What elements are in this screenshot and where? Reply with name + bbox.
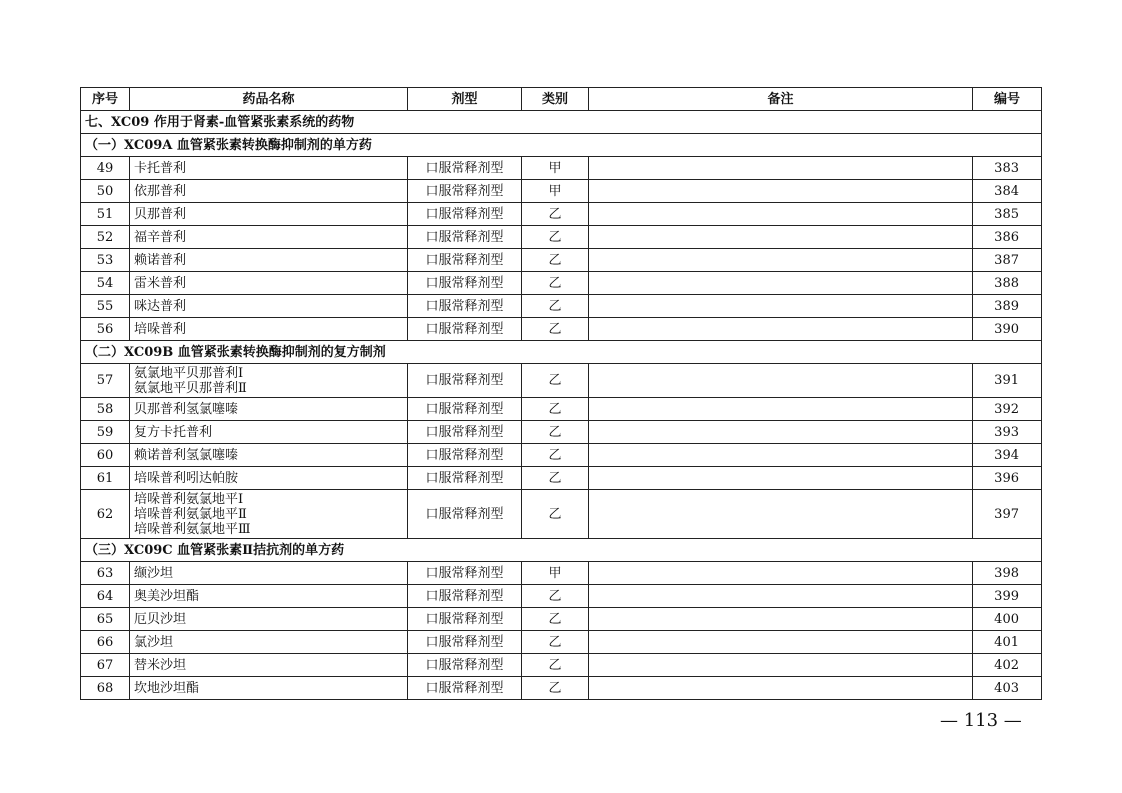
table-row — [81, 585, 1042, 608]
cell-form: 口服常释剂型 — [408, 203, 522, 226]
cell-category: 乙 — [522, 608, 589, 631]
cell-code: 394 — [973, 444, 1042, 467]
drug-name-line: 赖诺普利 — [134, 252, 187, 268]
table-row — [81, 295, 1042, 318]
section-title: （二）XC09B 血管紧张素转换酶抑制剂的复方制剂 — [81, 341, 1042, 364]
cell-remark — [589, 444, 973, 467]
drug-name-line: 奥美沙坦酯 — [134, 588, 200, 604]
cell-category: 甲 — [522, 157, 589, 180]
cell-remark — [589, 226, 973, 249]
cell-drug-name — [130, 608, 408, 631]
cell-code: 391 — [973, 364, 1042, 398]
cell-form: 口服常释剂型 — [408, 295, 522, 318]
cell-no: 49 — [81, 157, 130, 180]
table-row — [81, 562, 1042, 585]
cell-form: 口服常释剂型 — [408, 226, 522, 249]
cell-code: 396 — [973, 467, 1042, 490]
cell-code: 392 — [973, 398, 1042, 421]
cell-code: 402 — [973, 654, 1042, 677]
cell-remark — [589, 608, 973, 631]
cell-remark — [589, 157, 973, 180]
table-row — [81, 631, 1042, 654]
cell-form: 口服常释剂型 — [408, 444, 522, 467]
cell-no: 65 — [81, 608, 130, 631]
cell-no: 66 — [81, 631, 130, 654]
cell-form: 口服常释剂型 — [408, 272, 522, 295]
cell-remark — [589, 318, 973, 341]
cell-drug-name — [130, 249, 408, 272]
cell-code: 403 — [973, 677, 1042, 700]
drug-table — [80, 87, 1042, 700]
cell-drug-name — [130, 226, 408, 249]
cell-no: 54 — [81, 272, 130, 295]
cell-remark — [589, 490, 973, 539]
cell-form: 口服常释剂型 — [408, 654, 522, 677]
cell-remark — [589, 249, 973, 272]
cell-form: 口服常释剂型 — [408, 490, 522, 539]
drug-name-line: 依那普利 — [134, 183, 187, 199]
header-name: 药品名称 — [130, 88, 408, 111]
cell-no: 58 — [81, 398, 130, 421]
table-row — [81, 203, 1042, 226]
table-body — [81, 111, 1042, 700]
table-row — [81, 364, 1042, 398]
table-row — [81, 608, 1042, 631]
cell-form: 口服常释剂型 — [408, 157, 522, 180]
cell-code: 393 — [973, 421, 1042, 444]
cell-drug-name — [130, 421, 408, 444]
cell-category: 乙 — [522, 398, 589, 421]
cell-remark — [589, 398, 973, 421]
drug-name-line: 厄贝沙坦 — [134, 611, 187, 627]
cell-drug-name — [130, 364, 408, 398]
cell-category: 乙 — [522, 226, 589, 249]
table-header-row — [81, 88, 1042, 111]
header-no: 序号 — [81, 88, 130, 111]
section-header-row — [81, 341, 1042, 364]
table-row — [81, 677, 1042, 700]
table-row — [81, 157, 1042, 180]
cell-remark — [589, 467, 973, 490]
cell-form: 口服常释剂型 — [408, 608, 522, 631]
cell-no: 53 — [81, 249, 130, 272]
cell-drug-name — [130, 157, 408, 180]
cell-category: 乙 — [522, 585, 589, 608]
table-row — [81, 249, 1042, 272]
cell-no: 57 — [81, 364, 130, 398]
cell-form: 口服常释剂型 — [408, 398, 522, 421]
cell-category: 乙 — [522, 318, 589, 341]
cell-category: 乙 — [522, 631, 589, 654]
cell-code: 389 — [973, 295, 1042, 318]
cell-drug-name — [130, 203, 408, 226]
cell-code: 399 — [973, 585, 1042, 608]
cell-remark — [589, 654, 973, 677]
drug-name-line: 培哚普利氨氯地平Ⅱ — [134, 506, 247, 522]
cell-category: 乙 — [522, 444, 589, 467]
cell-drug-name — [130, 467, 408, 490]
drug-name-line: 贝那普利 — [134, 206, 187, 222]
cell-code: 400 — [973, 608, 1042, 631]
drug-name-line: 复方卡托普利 — [134, 424, 213, 440]
cell-remark — [589, 272, 973, 295]
drug-name-line: 雷米普利 — [134, 275, 187, 291]
drug-name-line: 贝那普利氢氯噻嗪 — [134, 401, 239, 417]
section-header-row — [81, 111, 1042, 134]
cell-drug-name — [130, 631, 408, 654]
page-number: — 113 — — [940, 710, 1022, 731]
drug-name-line: 缬沙坦 — [134, 565, 174, 581]
cell-category: 乙 — [522, 272, 589, 295]
cell-no: 55 — [81, 295, 130, 318]
cell-no: 52 — [81, 226, 130, 249]
table-row — [81, 226, 1042, 249]
cell-remark — [589, 364, 973, 398]
cell-drug-name — [130, 180, 408, 203]
cell-remark — [589, 421, 973, 444]
cell-drug-name — [130, 490, 408, 539]
section-header-row — [81, 134, 1042, 157]
cell-no: 59 — [81, 421, 130, 444]
drug-name-line: 卡托普利 — [134, 160, 187, 176]
cell-code: 397 — [973, 490, 1042, 539]
drug-name-line: 坎地沙坦酯 — [134, 680, 200, 696]
cell-category: 乙 — [522, 677, 589, 700]
cell-drug-name — [130, 295, 408, 318]
cell-category: 甲 — [522, 180, 589, 203]
table-row — [81, 398, 1042, 421]
cell-no: 62 — [81, 490, 130, 539]
cell-category: 乙 — [522, 654, 589, 677]
cell-remark — [589, 180, 973, 203]
cell-drug-name — [130, 398, 408, 421]
cell-form: 口服常释剂型 — [408, 677, 522, 700]
header-category: 类别 — [522, 88, 589, 111]
drug-name-line: 培哚普利 — [134, 321, 187, 337]
cell-code: 384 — [973, 180, 1042, 203]
cell-form: 口服常释剂型 — [408, 585, 522, 608]
table-row — [81, 444, 1042, 467]
cell-remark — [589, 203, 973, 226]
cell-drug-name — [130, 585, 408, 608]
cell-form: 口服常释剂型 — [408, 467, 522, 490]
cell-remark — [589, 585, 973, 608]
cell-no: 56 — [81, 318, 130, 341]
cell-drug-name — [130, 677, 408, 700]
cell-no: 50 — [81, 180, 130, 203]
section-title: （一）XC09A 血管紧张素转换酶抑制剂的单方药 — [81, 134, 1042, 157]
section-title: （三）XC09C 血管紧张素Ⅱ拮抗剂的单方药 — [81, 539, 1042, 562]
drug-name-line: 赖诺普利氢氯噻嗪 — [134, 447, 239, 463]
cell-code: 401 — [973, 631, 1042, 654]
drug-name-line: 福辛普利 — [134, 229, 187, 245]
header-form: 剂型 — [408, 88, 522, 111]
cell-drug-name — [130, 562, 408, 585]
cell-category: 乙 — [522, 467, 589, 490]
cell-no: 67 — [81, 654, 130, 677]
cell-remark — [589, 295, 973, 318]
cell-no: 64 — [81, 585, 130, 608]
drug-name-line: 培哚普利氨氯地平Ⅲ — [134, 521, 251, 537]
cell-drug-name — [130, 272, 408, 295]
cell-code: 398 — [973, 562, 1042, 585]
drug-name-line: 替米沙坦 — [134, 657, 187, 673]
cell-no: 68 — [81, 677, 130, 700]
drug-name-line: 氨氯地平贝那普利Ⅰ — [134, 365, 244, 381]
cell-drug-name — [130, 654, 408, 677]
cell-no: 60 — [81, 444, 130, 467]
table-row — [81, 467, 1042, 490]
cell-category: 乙 — [522, 203, 589, 226]
cell-form: 口服常释剂型 — [408, 249, 522, 272]
cell-category: 乙 — [522, 249, 589, 272]
cell-category: 乙 — [522, 490, 589, 539]
cell-no: 51 — [81, 203, 130, 226]
cell-form: 口服常释剂型 — [408, 180, 522, 203]
cell-code: 390 — [973, 318, 1042, 341]
cell-category: 甲 — [522, 562, 589, 585]
cell-category: 乙 — [522, 364, 589, 398]
table-row — [81, 490, 1042, 539]
cell-code: 388 — [973, 272, 1042, 295]
cell-no: 63 — [81, 562, 130, 585]
cell-form: 口服常释剂型 — [408, 421, 522, 444]
drug-name-line: 氯沙坦 — [134, 634, 174, 650]
cell-code: 383 — [973, 157, 1042, 180]
cell-drug-name — [130, 318, 408, 341]
drug-name-line: 培哚普利吲达帕胺 — [134, 470, 239, 486]
cell-remark — [589, 677, 973, 700]
section-header-row — [81, 539, 1042, 562]
header-code: 编号 — [973, 88, 1042, 111]
cell-form: 口服常释剂型 — [408, 318, 522, 341]
drug-name-line: 氨氯地平贝那普利Ⅱ — [134, 380, 247, 396]
drug-name-line: 培哚普利氨氯地平Ⅰ — [134, 491, 244, 507]
cell-remark — [589, 631, 973, 654]
cell-form: 口服常释剂型 — [408, 562, 522, 585]
cell-form: 口服常释剂型 — [408, 364, 522, 398]
cell-drug-name — [130, 444, 408, 467]
table-row — [81, 180, 1042, 203]
table-row — [81, 654, 1042, 677]
cell-code: 387 — [973, 249, 1042, 272]
cell-category: 乙 — [522, 295, 589, 318]
section-title: 七、XC09 作用于肾素-血管紧张素系统的药物 — [81, 111, 1042, 134]
table-row — [81, 272, 1042, 295]
header-remark: 备注 — [589, 88, 973, 111]
cell-remark — [589, 562, 973, 585]
table-row — [81, 318, 1042, 341]
drug-name-line: 咪达普利 — [134, 298, 187, 314]
cell-category: 乙 — [522, 421, 589, 444]
cell-code: 386 — [973, 226, 1042, 249]
cell-form: 口服常释剂型 — [408, 631, 522, 654]
table-row — [81, 421, 1042, 444]
cell-no: 61 — [81, 467, 130, 490]
cell-code: 385 — [973, 203, 1042, 226]
